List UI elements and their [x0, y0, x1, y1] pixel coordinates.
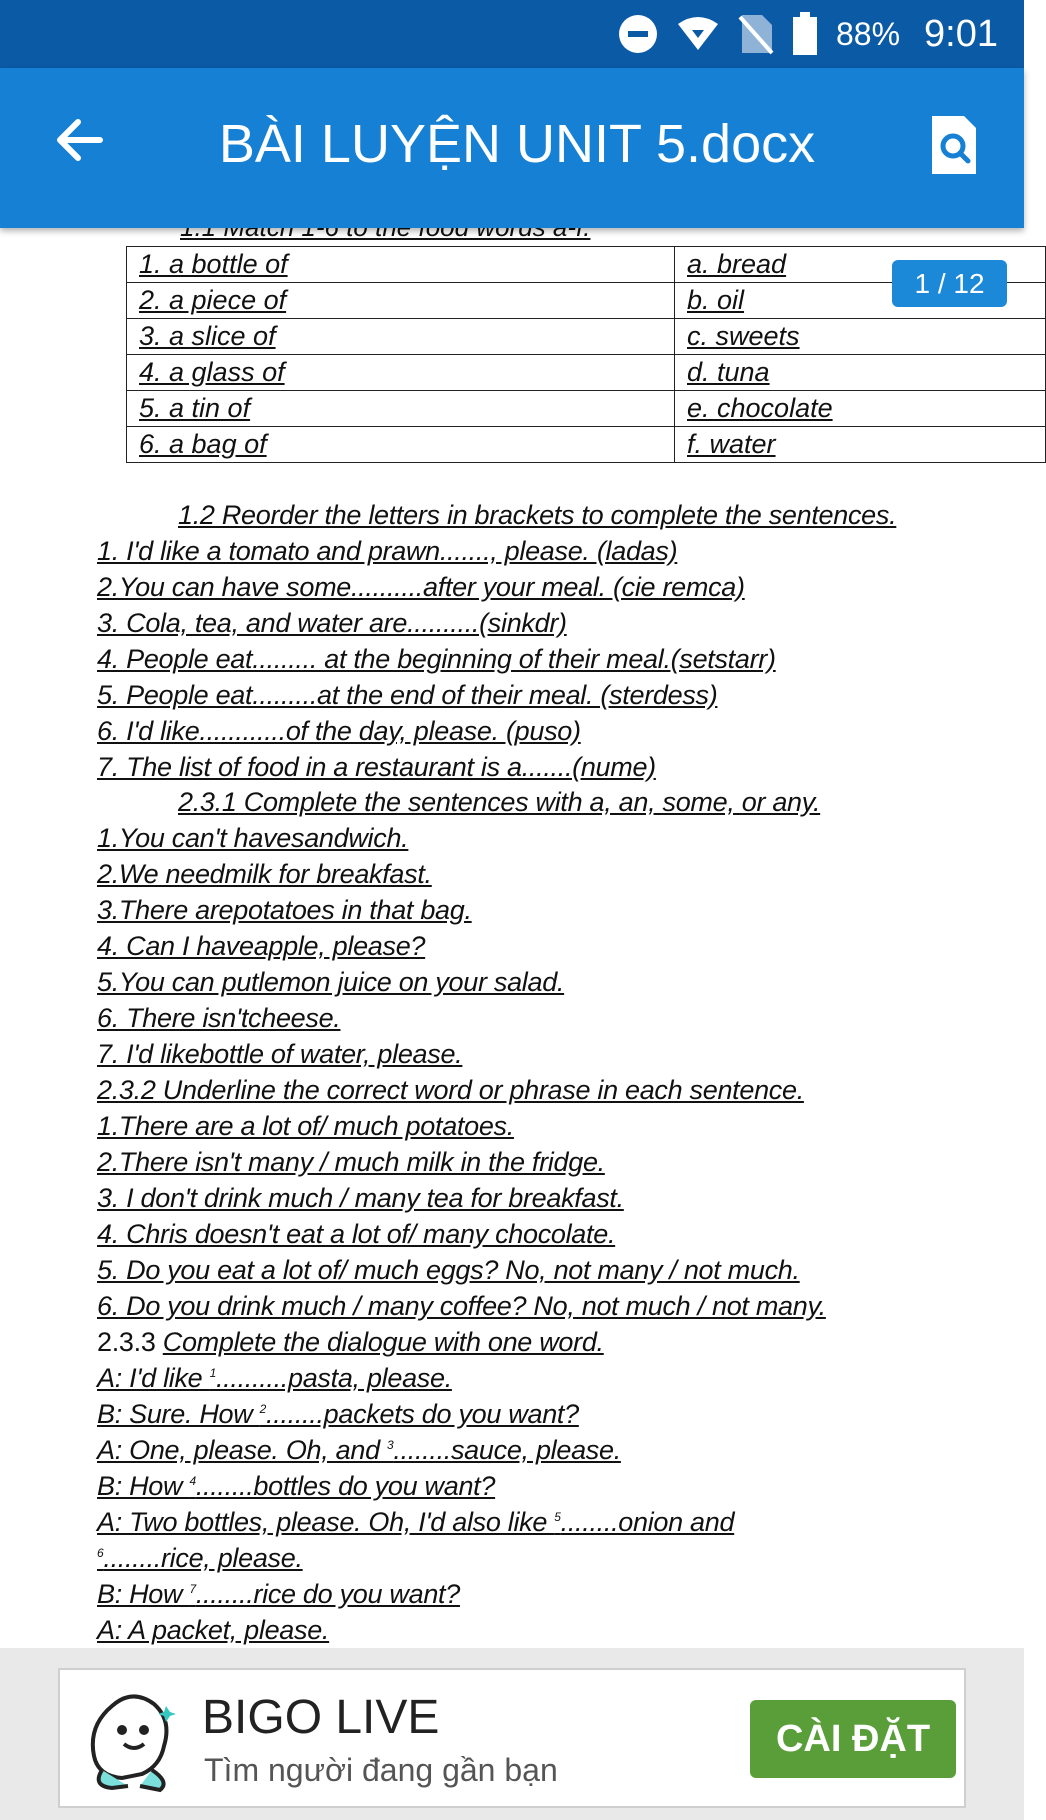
- ad-subtitle: Tìm người đang gần bạn: [204, 1752, 558, 1788]
- blank-number: 6: [97, 1546, 104, 1560]
- dialogue-text: ........rice do you want?: [195, 1579, 460, 1609]
- list-item: 2.We needmilk for breakfast.: [97, 859, 432, 889]
- table-cell-quantity: [127, 427, 675, 463]
- blank-number: 5: [554, 1510, 561, 1524]
- table-cell-food: [675, 391, 1046, 427]
- document-title: BÀI LUYỆN UNIT 5.docx: [218, 114, 816, 174]
- cell-text: d. tuna: [687, 357, 770, 387]
- list-item: 5.You can putlemon juice on your salad.: [97, 967, 565, 997]
- list-item: 1.You can't havesandwich.: [97, 823, 409, 853]
- table-cell-food: [675, 319, 1046, 355]
- dialogue-text: ........rice, please.: [103, 1543, 303, 1573]
- section-1-2-title: 1.2 Reorder the letters in brackets to complete the sentences.: [178, 500, 897, 530]
- list-item: 2.There isn't many / much milk in the fridge.: [97, 1147, 605, 1177]
- cell-text: 3. a slice of: [139, 321, 276, 351]
- section-2-3-3-title: Complete the dialogue with one word.: [162, 1327, 604, 1357]
- blank-number: 7: [189, 1582, 196, 1596]
- cell-text: c. sweets: [687, 321, 800, 351]
- cell-text: f. water: [687, 429, 776, 459]
- dialogue-line: [97, 1579, 460, 1610]
- cell-text: b. oil: [687, 285, 745, 315]
- list-item: 3. Cola, tea, and water are..........(sinkdr): [97, 608, 567, 638]
- cell-text: 2. a piece of: [139, 285, 287, 315]
- list-item: 7. The list of food in a restaurant is a.......(nume): [97, 752, 656, 782]
- dialogue-line: [97, 1615, 329, 1646]
- cell-text: e. chocolate: [687, 393, 833, 423]
- dialogue-text: B: How: [97, 1579, 190, 1609]
- cell-text: 6. a bag of: [139, 429, 267, 459]
- list-item: 6. I'd like............of the day, please. (puso): [97, 716, 581, 746]
- dialogue-line: [97, 1399, 579, 1430]
- list-item: 3. I don't drink much / many tea for breakfast.: [97, 1183, 624, 1213]
- section-2-3-1-title: 2.3.1 Complete the sentences with a, an, some, or any.: [178, 787, 821, 817]
- cell-text: a. bread: [687, 249, 787, 279]
- page-indicator: 1 / 12: [892, 260, 1007, 307]
- table-cell-quantity: [127, 319, 675, 355]
- table-cell-quantity: [127, 283, 675, 319]
- blank-number: 1: [209, 1366, 216, 1380]
- dialogue-line: [97, 1363, 452, 1394]
- list-item: 3.There arepotatoes in that bag.: [97, 895, 472, 925]
- section-2-3-3-heading: [97, 1327, 604, 1358]
- dialogue-text: A: Two bottles, please. Oh, I'd also like: [97, 1507, 555, 1537]
- table-row: [127, 427, 1046, 463]
- no-sim-icon: [738, 13, 774, 55]
- dialogue-line: [97, 1471, 495, 1502]
- app-bar: [0, 68, 1024, 228]
- table-cell-quantity: [127, 355, 675, 391]
- document-view[interactable]: [0, 228, 1024, 1648]
- dialogue-text: ..........pasta, please.: [215, 1363, 452, 1393]
- dialogue-text: ........sauce, please.: [393, 1435, 621, 1465]
- ad-banner-area: [0, 1648, 1024, 1820]
- do-not-disturb-icon: [618, 14, 658, 54]
- table-cell-quantity: [127, 247, 675, 283]
- battery-icon: [792, 12, 818, 56]
- ad-title: BIGO LIVE: [202, 1691, 440, 1744]
- wifi-icon: [676, 14, 720, 54]
- dialogue-text: ........onion and: [560, 1507, 735, 1537]
- blank-number: 4: [189, 1474, 196, 1488]
- dialogue-line: [97, 1543, 303, 1574]
- install-button[interactable]: CÀI ĐẶT: [750, 1700, 956, 1778]
- list-item: 4. Chris doesn't eat a lot of/ many chocolate.: [97, 1219, 616, 1249]
- bigo-mascot-icon: [82, 1686, 182, 1794]
- dialogue-text: A: One, please. Oh, and: [97, 1435, 387, 1465]
- dialogue-text: B: How: [97, 1471, 190, 1501]
- list-item: 6. Do you drink much / many coffee? No, not much / not many.: [97, 1291, 826, 1321]
- table-cell-food: [675, 355, 1046, 391]
- list-item: 1.There are a lot of/ much potatoes.: [97, 1111, 514, 1141]
- list-item: 4. People eat......... at the beginning of their meal.(setstarr): [97, 644, 776, 674]
- list-item: 7. I'd likebottle of water, please.: [97, 1039, 463, 1069]
- list-item: 4. Can I haveapple, please?: [97, 931, 426, 961]
- status-bar: [0, 0, 1024, 68]
- dialogue-text: A: I'd like: [97, 1363, 210, 1393]
- dialogue-text: ........bottles do you want?: [195, 1471, 496, 1501]
- ad-banner[interactable]: [58, 1668, 966, 1808]
- search-document-icon[interactable]: [930, 114, 978, 176]
- table-row: [127, 391, 1046, 427]
- section-number: 2.3.3: [97, 1327, 156, 1357]
- table-cell-food: [675, 427, 1046, 463]
- blank-number: 3: [387, 1438, 394, 1452]
- cell-text: 1. a bottle of: [139, 249, 288, 279]
- list-item: 1. I'd like a tomato and prawn......., please. (ladas): [97, 536, 678, 566]
- dialogue-text: ........packets do you want?: [266, 1399, 579, 1429]
- list-item: 6. There isn'tcheese.: [97, 1003, 341, 1033]
- cell-text: 4. a glass of: [139, 357, 285, 387]
- table-cell-quantity: [127, 391, 675, 427]
- dialogue-text: A: A packet, please.: [97, 1615, 330, 1645]
- dialogue-text: B: Sure. How: [97, 1399, 260, 1429]
- table-row: [127, 319, 1046, 355]
- dialogue-line: [97, 1435, 621, 1466]
- clock: 9:01: [924, 12, 998, 55]
- table-row: [127, 355, 1046, 391]
- cell-text: 5. a tin of: [139, 393, 251, 423]
- list-item: 5. People eat.........at the end of their meal. (sterdess): [97, 680, 718, 710]
- section-2-3-2-title: 2.3.2 Underline the correct word or phrase in each sentence.: [97, 1075, 804, 1105]
- battery-percent: 88%: [835, 15, 901, 52]
- list-item: 5. Do you eat a lot of/ much eggs? No, not many / not much.: [97, 1255, 800, 1285]
- dialogue-line: [97, 1507, 734, 1538]
- blank-number: 2: [259, 1402, 267, 1416]
- list-item: 2.You can have some..........after your meal. (cie remca): [97, 572, 745, 602]
